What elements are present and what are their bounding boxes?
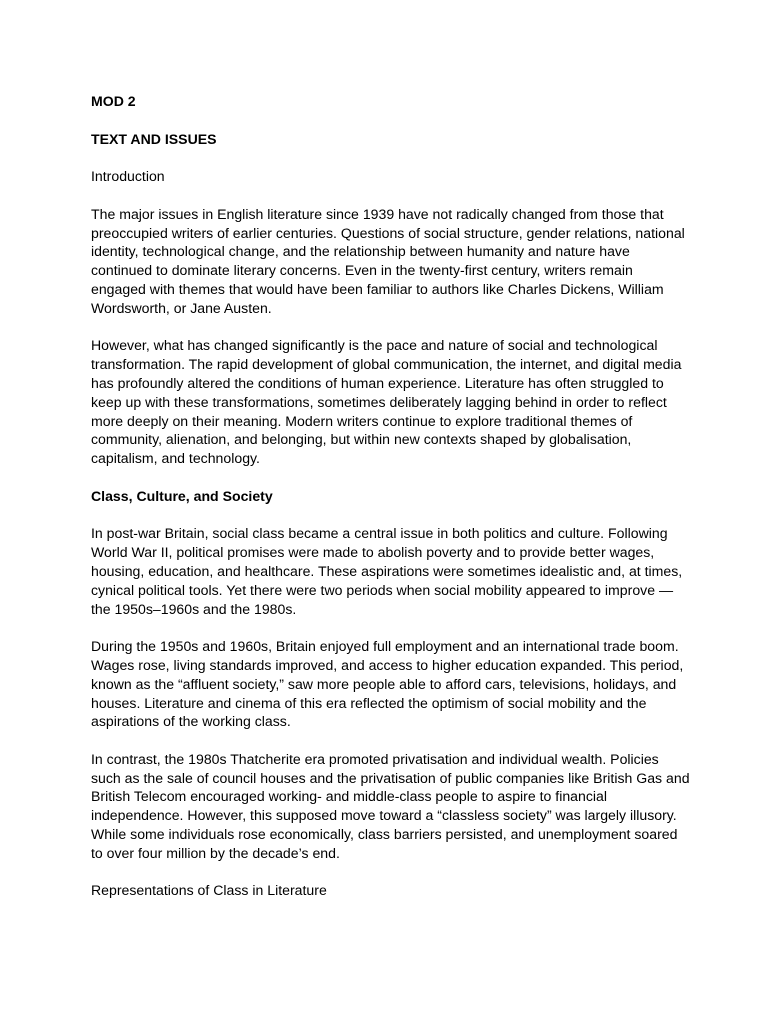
text-line: aspirations of the working class. — [91, 713, 291, 730]
text-line: identity, technological change, and the relationship between humanity and nature have — [91, 243, 630, 260]
intro-paragraph-1 — [91, 205, 685, 318]
text-line: capitalism, and technology. — [91, 450, 260, 467]
intro-heading: Introduction — [91, 168, 165, 185]
subheading: Representations of Class in Literature — [91, 882, 327, 899]
intro-paragraph-2 — [91, 336, 681, 468]
text-line: During the 1950s and 1960s, Britain enjoyed full employment and an international trade boom. — [91, 638, 679, 655]
text-line: transformation. The rapid development of global communication, the internet, and digital media — [91, 356, 682, 373]
text-line: houses. Literature and cinema of this era reflected the optimism of social mobility and the — [91, 694, 647, 711]
text-line: British Telecom encouraged working- and middle-class people to aspire to financial — [91, 788, 608, 805]
text-line: housing, education, and healthcare. These aspirations were sometimes idealistic and, at times, — [91, 562, 683, 579]
text-line: However, what has changed significantly is the pace and nature of social and technological — [91, 337, 658, 354]
text-line: the 1950s–1960s and the 1980s. — [91, 600, 297, 617]
document-title: TEXT AND ISSUES — [91, 130, 217, 147]
text-line: Wages rose, living standards improved, and access to higher education expanded. This period, — [91, 656, 684, 673]
module-label: MOD 2 — [91, 93, 136, 109]
section-heading: Class, Culture, and Society — [91, 487, 273, 504]
text-line: engaged with themes that would have been familiar to authors like Charles Dickens, William — [91, 280, 664, 297]
text-line: preoccupied writers of earlier centuries. Questions of social structure, gender relations, national — [91, 224, 685, 241]
text-line: World War II, political promises were made to abolish poverty and to provide better wages, — [91, 544, 655, 561]
class-paragraph-1 — [91, 524, 681, 618]
text-line: has profoundly altered the conditions of human experience. Literature has often struggled to — [91, 374, 664, 391]
document-page — [91, 92, 690, 919]
text-line: In post-war Britain, social class became a central issue in both politics and culture. Following — [91, 525, 668, 542]
text-line: Wordsworth, or Jane Austen. — [91, 299, 272, 316]
class-paragraph-2 — [91, 637, 684, 731]
text-line: community, alienation, and belonging, but within new contexts shaped by globalisation, — [91, 431, 632, 448]
text-line: In contrast, the 1980s Thatcherite era promoted privatisation and individual wealth. Policies — [91, 750, 659, 767]
text-line: independence. However, this supposed move toward a “classless society” was largely illusory. — [91, 807, 677, 824]
text-line: The major issues in English literature since 1939 have not radically changed from those that — [91, 205, 664, 222]
text-line: While some individuals rose economically, class barriers persisted, and unemployment soared — [91, 826, 678, 843]
class-paragraph-3 — [91, 750, 690, 863]
text-line: known as the “affluent society,” saw more people able to afford cars, televisions, holidays, and — [91, 675, 677, 692]
text-line: cynical political tools. Yet there were two periods when social mobility appeared to improve — — [91, 581, 674, 598]
text-line: such as the sale of council houses and the privatisation of public companies like British Gas and — [91, 769, 690, 786]
text-line: continued to dominate literary concerns. Even in the twenty-first century, writers remain — [91, 262, 633, 279]
text-line: more deeply on their meaning. Modern writers continue to explore traditional themes of — [91, 412, 633, 429]
text-line: keep up with these transformations, sometimes deliberately lagging behind in order to reflect — [91, 393, 667, 410]
text-line: to over four million by the decade’s end. — [91, 844, 340, 861]
